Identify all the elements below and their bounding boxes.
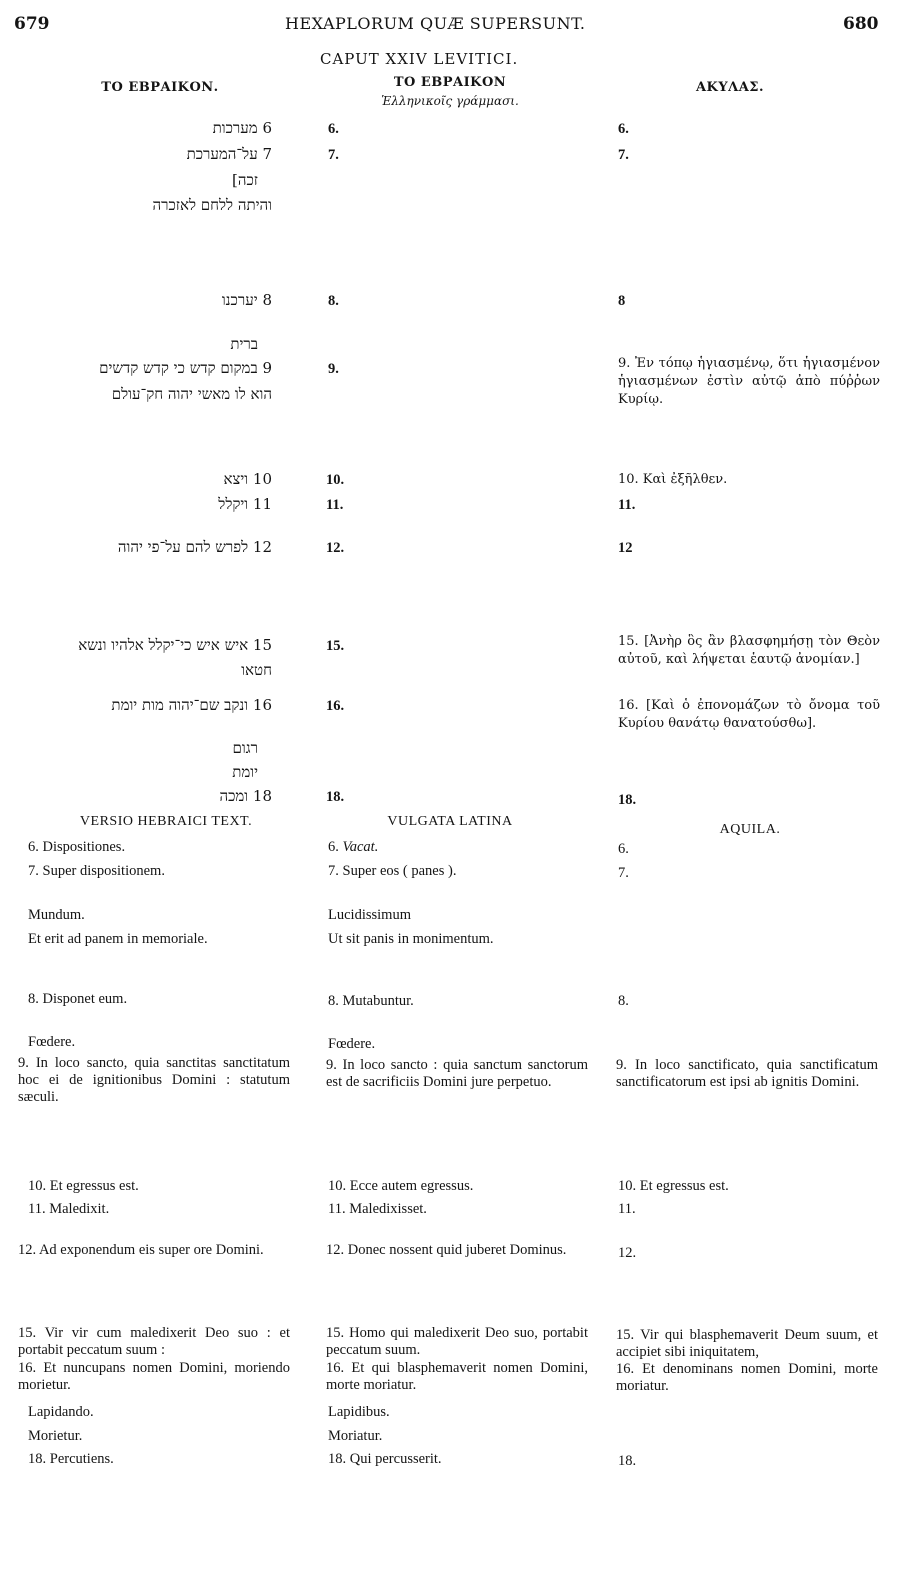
hebrew-verse-11: 11 ויקלל [218,495,272,513]
aquila-latin-verse-16: 16. Et denominans nomen Domini, morte moriatur. [616,1361,878,1394]
translit-verse-6: 6. [328,121,339,137]
vulgata-verse-6-note: Vacat. [342,839,379,855]
page-number-left: 679 [14,14,50,34]
aquila-greek-verse-10: 10. Καὶ ἐξῆλθεν. [618,472,728,487]
vulgata-verse-18: 18. Qui percusserit. [328,1451,442,1467]
versio-verse-18: 18. Percutiens. [28,1451,114,1467]
translit-verse-12: 12. [326,540,345,556]
vulgata-verse-12: 12. Donec nossent quid juberet Dominus. [326,1242,567,1258]
aquila-greek-verse-6: 6. [618,121,629,137]
versio-verse-6: 6. Dispositiones. [28,839,126,855]
hebrew-verse-16: 16 ונקב שם־יהוה מות יומת [111,696,272,714]
vulgata-verse-6-number: 6. [328,839,343,855]
versio-verse-7: 7. Super dispositionem. [28,863,165,879]
vulgata-verse-16-line-3: Moriatur. [328,1428,383,1444]
column-heading-transliteration: ΤΟ ΕΒΡΑΙΚΟΝ [393,75,507,90]
vulgata-verse-15: 15. Homo qui maledixerit Deo suo, portabit peccatum suum. [326,1325,588,1358]
aquila-latin-verse-6: 6. [618,841,629,857]
column-heading-vulgata: VULGATA LATINA [387,814,513,829]
translit-verse-16: 16. [326,698,345,714]
aquila-greek-verse-16: 16. [Καὶ ὁ ἐπονομάζων τὸ ὄνομα τοῦ Κυρίου θανάτῳ θανατούσθω]. [618,698,880,731]
versio-verse-10: 10. Et egressus est. [28,1178,139,1194]
aquila-latin-verse-18: 18. [618,1453,637,1469]
hebrew-verse-9: 9 במקום קדש כי קדש קדשים [99,359,272,377]
hebrew-verse-8-line-2: ברית [230,335,258,353]
aquila-latin-verse-11: 11. [618,1201,636,1217]
vulgata-verse-7-line-3: Ut sit panis in monimentum. [328,931,494,947]
vulgata-verse-6 [328,838,378,857]
aquila-latin-verse-9: 9. In loco sanctificato, quia sanctificatum sanctificatorum est ipsi ab ignitis Domini. [616,1057,878,1090]
translit-verse-18: 18. [326,789,345,805]
hebrew-verse-15-line-2: חטאו [241,661,272,679]
hebrew-verse-7: 7 על־המערכת [186,145,272,163]
vulgata-verse-8-line-2: Fœdere. [328,1036,376,1052]
aquila-latin-verse-8: 8. [618,993,629,1009]
aquila-greek-verse-11: 11. [618,497,636,513]
hebrew-verse-7-line-3: והיתה ללחם לאזכרה [152,196,272,214]
translit-verse-9: 9. [328,361,339,377]
versio-verse-8: 8. Disponet eum. [28,991,128,1007]
aquila-latin-verse-7: 7. [618,865,629,881]
aquila-greek-verse-9: 9. Ἐν τόπῳ ἡγιασμένῳ, ὅτι ἡγιασμένον ἡγιασμένων ἐστὶν αὐτῷ ἀπὸ πύῤῥων Κυρίῳ. [618,356,880,407]
versio-verse-9: 9. In loco sancto, quia sanctitas sanctitatum hoc ei de ignitionibus Domini : statutum sæculi. [18,1055,290,1105]
vulgata-verse-9: 9. In loco sancto : quia sanctum sanctorum est de sacrificiis Domini jure perpetuo. [326,1057,588,1090]
versio-verse-16-line-3: Morietur. [28,1428,83,1444]
aquila-greek-verse-8: 8 [618,293,626,309]
hebrew-verse-7-variant: זכה] [232,171,258,189]
column-heading-aquila-latin: AQUILA. [719,822,781,837]
aquila-latin-verse-10: 10. Et egressus est. [618,1178,729,1194]
column-subheading-transliteration: Ἑλληνικοῖς γράμμασι. [381,94,519,108]
versio-verse-7-line-3: Et erit ad panem in memoriale. [28,931,208,947]
versio-verse-12: 12. Ad exponendum eis super ore Domini. [18,1242,264,1258]
vulgata-verse-7: 7. Super eos ( panes ). [328,863,457,879]
aquila-greek-verse-12: 12 [618,540,633,556]
running-title: HEXAPLORUM QUÆ SUPERSUNT. [285,14,586,33]
aquila-greek-verse-18: 18. [618,792,637,808]
vulgata-verse-16-line-2: Lapidibus. [328,1404,390,1420]
hebrew-verse-8: 8 יערכנו [221,291,272,309]
vulgata-verse-10: 10. Ecce autem egressus. [328,1178,474,1194]
vulgata-verse-11: 11. Maledixisset. [328,1201,427,1217]
page-number-right: 680 [843,14,879,34]
column-heading-aquila-greek: ΑΚΥΛΑΣ. [695,80,765,95]
column-heading-versio-hebraici: VERSIO HEBRAICI TEXT. [79,814,253,829]
aquila-greek-verse-7: 7. [618,147,629,163]
chapter-title: CAPUT XXIV LEVITICI. [320,50,519,68]
column-heading-hebrew: ΤΟ ΕΒΡΑΙΚΟΝ. [101,80,219,95]
vulgata-verse-16: 16. Et qui blasphemaverit nomen Domini, morte moriatur. [326,1360,588,1393]
translit-verse-10: 10. [326,472,345,488]
hebrew-verse-18: 18 ומכה [219,787,272,805]
aquila-latin-verse-12: 12. [618,1245,637,1261]
hebrew-verse-12: 12 לפרש להם על־פי יהוה [117,538,272,556]
hebrew-verse-6: 6 מערכות [212,119,272,137]
vulgata-verse-8: 8. Mutabuntur. [328,993,414,1009]
versio-verse-15: 15. Vir vir cum maledixerit Deo suo : et portabit peccatum suum : [18,1325,290,1358]
versio-verse-8-line-2: Fœdere. [28,1034,76,1050]
translit-verse-7: 7. [328,147,339,163]
versio-verse-11: 11. Maledixit. [28,1201,110,1217]
hebrew-verse-10: 10 ויצא [223,470,272,488]
aquila-latin-verse-15: 15. Vir qui blasphemaverit Deum suum, et accipiet sibi iniquitatem, [616,1327,878,1360]
translit-verse-11: 11. [326,497,344,513]
hebrew-verse-16-line-3: יומת [232,763,258,781]
vulgata-verse-7-line-2: Lucidissimum [328,907,411,923]
hebrew-verse-9-line-2: הוא לו מאשי יהוה חק־עולם [111,385,272,403]
versio-verse-7-line-2: Mundum. [28,907,85,923]
hebrew-verse-15: 15 איש איש כי־יקלל אלהיו ונשא [78,636,272,654]
versio-verse-16: 16. Et nuncupans nomen Domini, moriendo morietur. [18,1360,290,1393]
versio-verse-16-line-2: Lapidando. [28,1404,94,1420]
hebrew-verse-16-line-2: רגום [232,739,258,757]
translit-verse-8: 8. [328,293,339,309]
translit-verse-15: 15. [326,638,345,654]
aquila-greek-verse-15: 15. [Ἀνὴρ ὃς ἂν βλασφημήσῃ τὸν Θεὸν αὐτοῦ, καὶ λήψεται ἑαυτῷ ἀνομίαν.] [618,634,880,667]
